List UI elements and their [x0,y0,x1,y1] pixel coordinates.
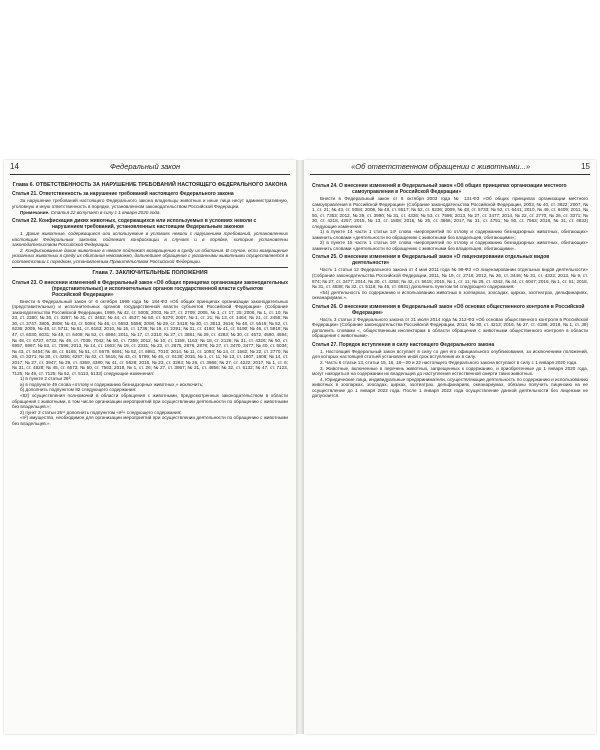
left-page-body [12,180,288,426]
article-21-note [12,210,288,216]
article-23-paragraph-7: «я²) имущество, необходимое для организации мероприятий при осуществлении деятельности по обращению с животными без владельцев.». [12,415,288,426]
article-27-title: Статья 27. Порядок вступления в силу настоящего Федерального закона [312,341,495,348]
article-22-title: Статья 22. Конфискация диких животных, содержащихся или используемых в условиях неволи с нарушением требований, установленных настоящим Федеральным законом [12,218,257,231]
right-page-number: 15 [581,162,590,171]
article-27-paragraph-3: 3. Животные, включенные в перечень животных, запрещенных к содержанию, и приобретенные до 1 января 2020 года, могут находиться на содержании их владельцев до наступления естественной смерти таких животных. [312,365,588,377]
article-23-paragraph-5: «82) осуществления полномочий в области обращения с животными, предусмотренных законодательством в области обращения с животными, в том числе организации мероприятий при осуществлении деятельности по обращению с животными без владельцев.»; [12,393,288,410]
book-gutter [296,160,304,734]
article-25-paragraph-2: «54) деятельность по содержанию и использованию животных в зоопарках, зоосадах, цирках, зоотеатрах, дельфинариях, океанариумах.». [312,289,588,301]
right-running-title: «Об ответственном обращении с животными...» [351,162,530,171]
left-page-header [10,160,290,175]
chapter-7-heading: Глава 7. ЗАКЛЮЧИТЕЛЬНЫЕ ПОЛОЖЕНИЯ [92,270,208,277]
article-26-title: Статья 26. О внесении изменения в Федеральный закон «Об основах общественного контроля в Российской Федерации» [312,303,585,316]
article-23-paragraph-3: а) в подпункте 49 слова «отлову и содержанию безнадзорных животных,» исключить; [20,381,204,387]
left-running-title: Федеральный закон [110,162,181,171]
article-24-paragraph-1: Внести в Федеральный закон от 6 октября 2003 года № 131-ФЗ «Об общих принципах организации местного самоуправления в Российской Федерации» (Собрание законодательства Российской Федерации, 2003, № 40, ст. 3822; 2007, № 1, ст. 21; № 43, ст. 5084; 2008, № 48, ст. 5517; № 52, ст. 6236; 2009, № 48, ст. 5733; № 52, ст. 6441; 2010, № 49, ст. 6409; 2011, № 50, ст. 7353; 2012, № 29, ст. 3990; № 31, ст. 4326; № 53, ст. 7596; 2013, № 27, ст. 3477; 2014, № 22, ст. 2770; № 26, ст. 3371; № 30, ст. 4218, 4257; 2015, № 13, ст. 1808; 2016, № 26, ст. 3866; 2017, № 31, ст. 4751; № 50, ст. 7563; 2018, № 31, ст. 4833) следующие изменения: [312,196,588,229]
article-24-paragraph-2: 1) в пункте 14 части 1 статьи 14¹ слова «мероприятий по отлову и содержанию безнадзорных животных, обитающих» заменить словами «деятельности по обращению с животными без владельцев, обитающими»; [312,229,588,240]
article-21-text: За нарушение требований настоящего Федерального закона владельцы животных и иные лица несут административную, уголовную и иную ответственность в порядке, установленном законодательством Российской Федерации. [12,198,288,209]
article-21-title: Статья 21. Ответственность за нарушение требований настоящего Федерального закона [12,191,234,198]
article-24-title: Статья 24. О внесении изменений в Федеральный закон «Об общих принципах организации местного самоуправления в Российской Федерации» [312,183,567,195]
article-27-paragraph-2: 2. Часть 6 статьи 13, статьи 15, 16, 18—20 и 22 настоящего Федерального закона вступают в силу с 1 января 2020 года. [320,360,578,366]
article-22-paragraph-1: 1. Дикие животные, содержащиеся или используемые в условиях неволи с нарушением требований, установленных настоящим Федеральным законом, подлежат конфискации в случаях и в порядке, которые установлены законодательством Российской Федерации. [12,231,288,248]
left-page [4,160,296,734]
article-23-title: Статья 23. О внесении изменений в Федеральный закон «Об общих принципах организации законодательных (представительных) и исполнительных органов государственной власти субъектов Российской Федерации» [12,279,289,298]
article-25-paragraph-1: Часть 1 статьи 12 Федерального закона от 4 мая 2011 года № 99-ФЗ «О лицензировании отдельных видов деятельности» (Собрание законодательства Российской Федерации, 2011, № 19, ст. 2716; 2012, № 26, ст. 3446; № 31, ст. 4322; 2013, № 9, ст. 874; № 27, ст. 3477; 2014, № 30, ст. 4256; № 42, ст. 5615; 2015, № 1, ст. 11; № 29, ст. 4342, № 44, ст. 6047; 2016, № 1, ст. 51; 2018, № 31, ст. 4838; № 32, ст. 5116; № 45, ст. 6841) дополнить пунктом 54 следующего содержания: [312,267,588,290]
right-page-header [310,160,590,175]
article-25-title: Статья 25. О внесении изменения в Федеральный закон «О лицензировании отдельных видов деятельности» [312,254,550,267]
divider [12,267,288,268]
chapter-6-heading: Глава 6. ОТВЕТСТВЕННОСТЬ ЗА НАРУШЕНИЕ ТРЕБОВАНИЙ НАСТОЯЩЕГО ФЕДЕРАЛЬНОГО ЗАКОНА [12,182,288,188]
article-23-paragraph-1: Внести в Федеральный закон от 6 октября 1999 года № 184-ФЗ «Об общих принципах организации законодательных (представительных) и исполнительных органов государственной власти субъектов Российской Федерации» (Собрание законодательства Российской Федерации, 1999, № 42, ст. 5005; 2003, № 27, ст. 2709; 2005, № 1, ст. 17, 25; 2006, № 1, ст. 10; № 23, ст. 2380; № 30, ст. 3287; № 31, ст. 3452; № 44, ст. 4537; № 50, ст. 5279; 2007, № 1, ст. 21; № 13, ст. 1464; № 21, ст. 2455; № 30, ст. 3747, 3805, 3808; № 43, ст. 5084; № 46, ст. 5553, 5556; 2008, № 29, ст. 3418; № 30, ст. 3613, 3616; № 48, ст. 5516; № 52, ст. 6236; 2009, № 48, ст. 5711; № 51, ст. 6163; 2010, № 15, ст. 1736; № 19, ст. 2291; № 31, ст. 4160; № 41, ст. 5190; № 46, ст. 5918; № 47, ст. 6030, 6031; № 49, ст. 6409; № 52, ст. 6984; 2011, № 17, ст. 2310; № 27, ст. 3881; № 29, ст. 4283; № 30, ст. 4572, 4590, 4594; № 48, ст. 6727, 6732; № 49, ст. 7039, 7042; № 50, ст. 7359; 2012, № 10, ст. 1158, 1163; № 18, ст. 2126; № 31, ст. 4326; № 50, ст. 6957, 6967; № 53, ст. 7596; 2013, № 14, ст. 1663; № 19, ст. 2331; № 23, ст. 2875, 2876, 2878; № 27, ст. 3470, 3477; № 40, ст. 5034; № 43, ст. 5454; № 48, ст. 6165; № 51, ст. 6679, 6691; № 52, ст. 6981, 7010; 2014, № 11, ст. 1093; № 14, ст. 1562; № 22, ст. 2770; № 26, ст. 3371; № 30, ст. 4256; 4257; № 42, ст. 5615; № 43, ст. 5799; № 45, ст. 6138; 2015, № 1, ст. 11; № 13, ст. 1807, 1808; № 14, ст. 2017; № 27, ст. 3947; № 29, ст. 4359, 4380; № 41, ст. 5628; 2016, № 23, ст. 3283; № 26, ст. 3866; № 27, ст. 4222; 2017, № 1, ст. 6; № 31, ст. 4828; № 45, ст. 6573; № 50, ст. 7563; 2018, № 1, ст. 26; № 27, ст. 3957; № 31, ст. 4856; № 32, ст. 5132; № 47, ст. 7123, 7125; № 49, ст. 7125; № 52, ст. 5113, 5133) следующие изменения: [12,298,288,376]
note-label: Примечание. [20,209,50,215]
article-27-paragraph-4: 4. Юридические лица, индивидуальные предприниматели, осуществляющие деятельность по содержанию и использованию животных в зоопарках, зоосадах, цирках, зоотеатрах, дельфинариях, океанариумах, обязаны получить лицензию на ее осуществление до 1 января 2022 года. После 1 января 2022 года осуществление данной деятельности без лицензии не допускается. [312,376,588,399]
article-27-paragraph-1: 1. Настоящий Федеральный закон вступает в силу со дня его официального опубликования, за исключением положений, для которых настоящей статьей установлен иной срок вступления их в силу. [312,348,588,360]
article-22-paragraph-2: 2. Конфискованные дикие животные в неволе подлежат возвращению в среду их обитания. В случае, если возвращение указанных животных в среду их обитания невозможно, дальнейшее обращение с указанными животными осуществляется в соответствии с порядком, установленным Правительством Российской Федерации. [12,247,288,264]
left-page-number: 14 [10,162,19,171]
article-26-paragraph-1: Часть 3 статьи 2 Федерального закона от 21 июля 2014 года № 212-ФЗ «Об основах общественного контроля в Российской Федерации» (Собрание законодательства Российской Федерации, 2014, № 30, ст. 4213; 2016, № 27, ст. 4186; 2018, № 1, ст. 39) дополнить словами «, общественным инспекторам в области обращения с животными общественного контроля в области обращения с животными». [312,316,588,339]
right-page [304,160,596,734]
article-23-paragraph-4: б) дополнить подпунктом 82 следующего содержания: [20,387,137,393]
right-page-body [312,180,588,399]
note-text: Статья 22 вступает в силу с 1 января 2020 года. [49,209,161,215]
article-23-paragraph-6: 2) пункт 2 статьи 26¹¹ дополнить подпунктом «я²» следующего содержания: [20,409,182,415]
article-24-paragraph-3: 2) в пункте 15 части 1 статьи 16¹ слова «мероприятий по отлову и содержанию безнадзорных животных, обитающих» заменить словами «деятельности по обращению с животными без владельцев, обитающими». [312,240,588,251]
article-23-paragraph-2: 1) в пункте 2 статьи 26³: [20,376,72,382]
